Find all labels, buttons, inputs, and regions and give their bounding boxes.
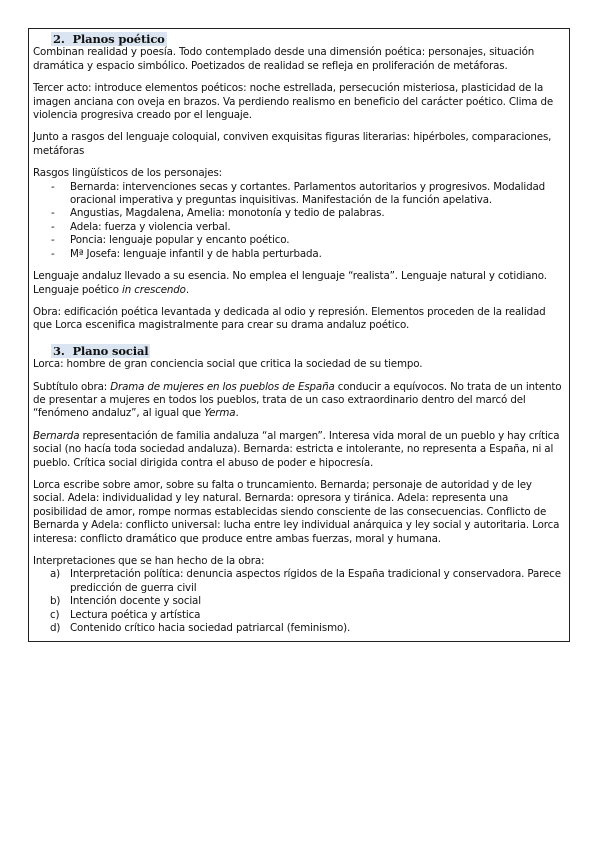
list-item: a) Interpretación política: denuncia aspectos rígidos de la España tradicional y conservadora. Parece predicción de guerra civil xyxy=(50,568,561,594)
list-item: d) Contenido crítico hacia sociedad patriarcal (feminismo). xyxy=(50,622,351,635)
list-item: - Adela: fuerza y violencia verbal. xyxy=(33,221,565,234)
list-item: - Mª Josefa: lenguaje infantil y de habla perturbada. xyxy=(33,248,565,261)
list-item: - Bernarda: intervenciones secas y cortantes. Parlamentos autoritarios y progresivos. Modalidad oracional imperativa y preguntas inquisitivas. Manifestación de la función apelativa. xyxy=(33,181,565,208)
list-item: - Angustias, Magdalena, Amelia: monotonía y tedio de palabras. xyxy=(33,207,565,220)
section-2-paragraph-1: Combinan realidad y poesía. Todo contemplado desde una dimensión poética: personajes, situación dramática y espacio simbólico. Poetizados de realidad se refleja en proliferación de metáforas. xyxy=(33,46,535,72)
list-item: - Poncia: lenguaje popular y encanto poético. xyxy=(33,234,565,247)
section-2-paragraph-5: Obra: edificación poética levantada y dedicada al odio y represión. Elementos proceden de la realidad que Lorca escenifica magistralmente para crear su drama andaluz poético. xyxy=(33,305,546,332)
section-3-paragraph-4: Lorca escribe sobre amor, sobre su falta o truncamiento. Bernarda; personaje de autoridad y de ley social. Adela: individualidad y ley natural. Bernarda: opresora y tiránica. Adela: representa una posibilidad de amor, rompe normas establecidas siendo consciente de las consecuencias. Conflicto de Bernarda y Adela: conflicto universal: lucha entre ley individual anárquica y ley social y autoritaria. Lorca interesa: conflicto dramático que produce entre ambas fuerzas, moral y humana. xyxy=(33,478,560,545)
section-3-heading: 3. Plano social xyxy=(53,343,149,358)
traits-intro: Rasgos lingüísticos de los personajes: xyxy=(33,167,222,180)
section-2-paragraph-2: Tercer acto: introduce elementos poéticos: noche estrellada, persecución misteriosa, plasticidad de la imagen anciana con oveja en brazos. Va perdiendo realismo en beneficio del carácter poético. Clima de violencia progresiva creado por el lenguaje. xyxy=(33,82,554,122)
interpretations-list xyxy=(33,568,565,635)
section-3-paragraph-3: Bernarda representación de familia andaluza “al margen”. Interesa vida moral de un pueblo y hay crítica social (no hacía toda sociedad andaluza). Bernarda: estricta e intolerante, no representa a España, ni al pueblo. Crítica social dirigida contra el abuso de poder e hipocresía. xyxy=(33,429,560,469)
section-2-paragraph-4: Lenguaje andaluz llevado a su esencia. No emplea el lenguaje “realista”. Lenguaje natural y cotidiano. Lenguaje poético in crescendo. xyxy=(33,270,547,296)
section-2-heading: 2. Planos poético xyxy=(53,32,165,46)
section-3-paragraph-2: Subtítulo obra: Drama de mujeres en los pueblos de España conducir a equívocos. No trata de un intento de presentar a mujeres en todos los pueblos, trata de un caso extraordinario dentro del marcó del “fenómeno andaluz”, al igual que Yerma. xyxy=(33,380,562,420)
traits-list xyxy=(33,181,565,261)
interpretations-intro: Interpretaciones que se han hecho de la obra: xyxy=(33,555,265,567)
section-3-paragraph-1: Lorca: hombre de gran conciencia social que critica la sociedad de su tiempo. xyxy=(33,358,423,371)
list-item: c) Lectura poética y artística xyxy=(50,608,201,621)
content-box xyxy=(28,28,570,642)
list-item: b) Intención docente y social xyxy=(50,595,201,608)
section-2-paragraph-3: Junto a rasgos del lenguaje coloquial, conviven exquisitas figuras literarias: hipérboles, comparaciones, metáforas xyxy=(33,131,552,157)
